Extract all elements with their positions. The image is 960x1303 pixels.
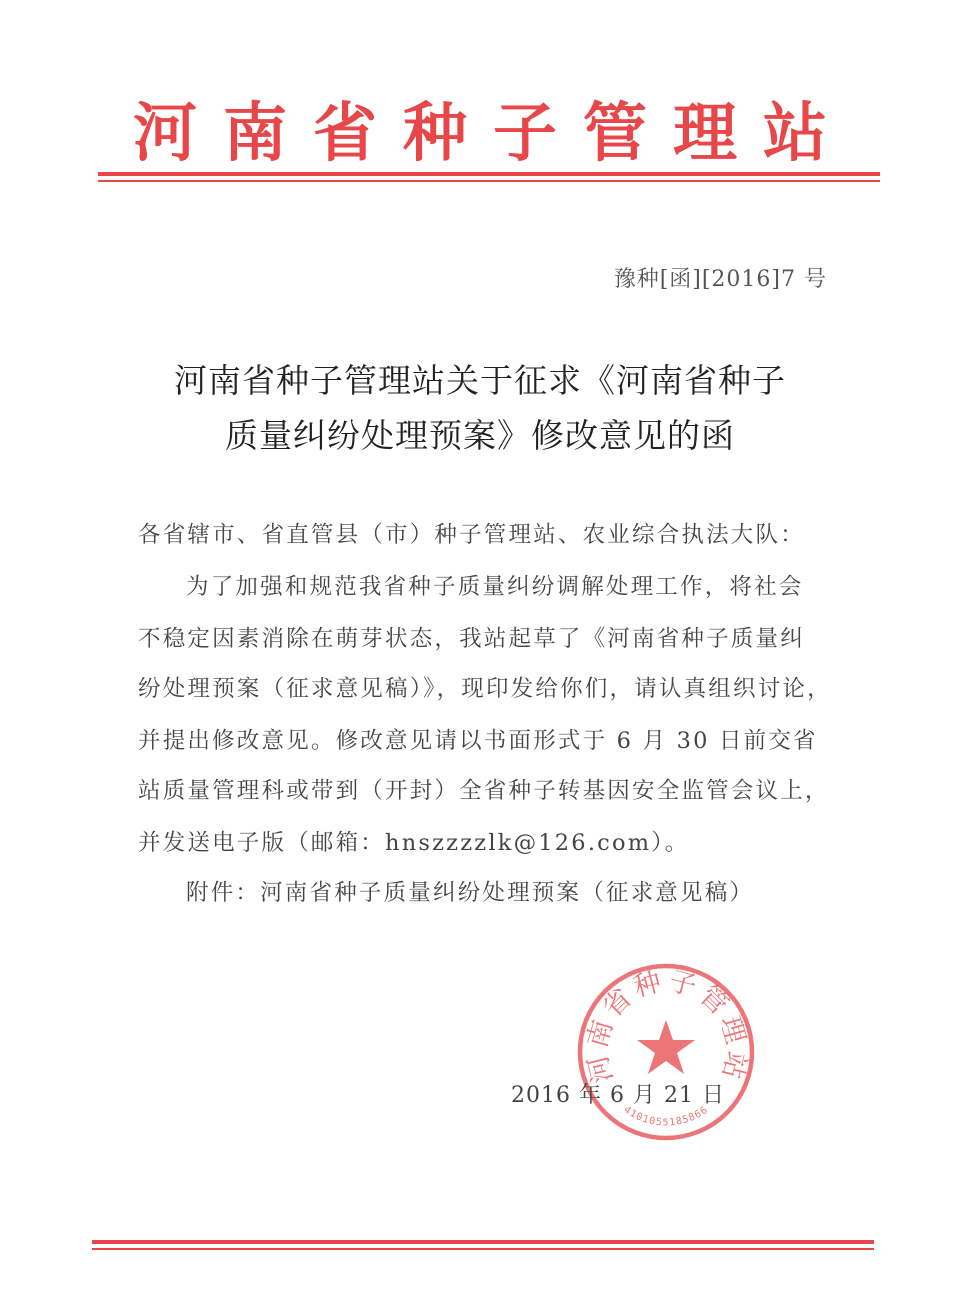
header-red-line-thick: [98, 172, 880, 176]
body-line-3: 纷处理预案（征求意见稿）》，现印发给你们，请认真组织讨论，: [138, 676, 832, 702]
footer-red-line-thin: [92, 1248, 874, 1250]
document-title: [0, 353, 960, 463]
seal-star-icon: [637, 1020, 695, 1074]
body-line-5: 站质量管理科或带到（开封）全省种子转基因安全监管会议上，: [138, 778, 830, 804]
document-title-line-1: 河南省种子管理站关于征求《河南省种子: [174, 361, 786, 400]
official-seal-stamp: [574, 960, 758, 1144]
body-line-2: 不稳定因素消除在萌芽状态，我站起草了《河南省种子质量纠: [138, 626, 805, 652]
body-line-1: 为了加强和规范我省种子质量纠纷调解处理工作，将社会: [186, 574, 804, 600]
svg-text:河南省种子管理站: 河南省种子管理站: [581, 965, 753, 1086]
document-number: 豫种[函][2016]7 号: [613, 267, 827, 292]
svg-text:4101055185866: 4101055185866: [621, 1104, 711, 1129]
attachment-line: 附件：河南省种子质量纠纷处理预案（征求意见稿）: [186, 880, 755, 906]
body-line-6: 并发送电子版（邮箱：hnszzzzlk@126.com）。: [138, 830, 690, 856]
salutation: 各省辖市、省直管县（市）种子管理站、农业综合执法大队：: [138, 522, 805, 548]
body-line-4: 并提出修改意见。修改意见请以书面形式于 6 月 30 日前交省: [138, 728, 818, 754]
footer-red-line-thick: [92, 1240, 874, 1244]
header-org-name: 河南省种子管理站: [133, 96, 853, 171]
document-date: 2016 年 6 月 21 日: [511, 1083, 725, 1108]
document-title-line-2: 质量纠纷处理预案》修改意见的函: [225, 416, 735, 455]
header-red-line-thin: [98, 180, 880, 182]
